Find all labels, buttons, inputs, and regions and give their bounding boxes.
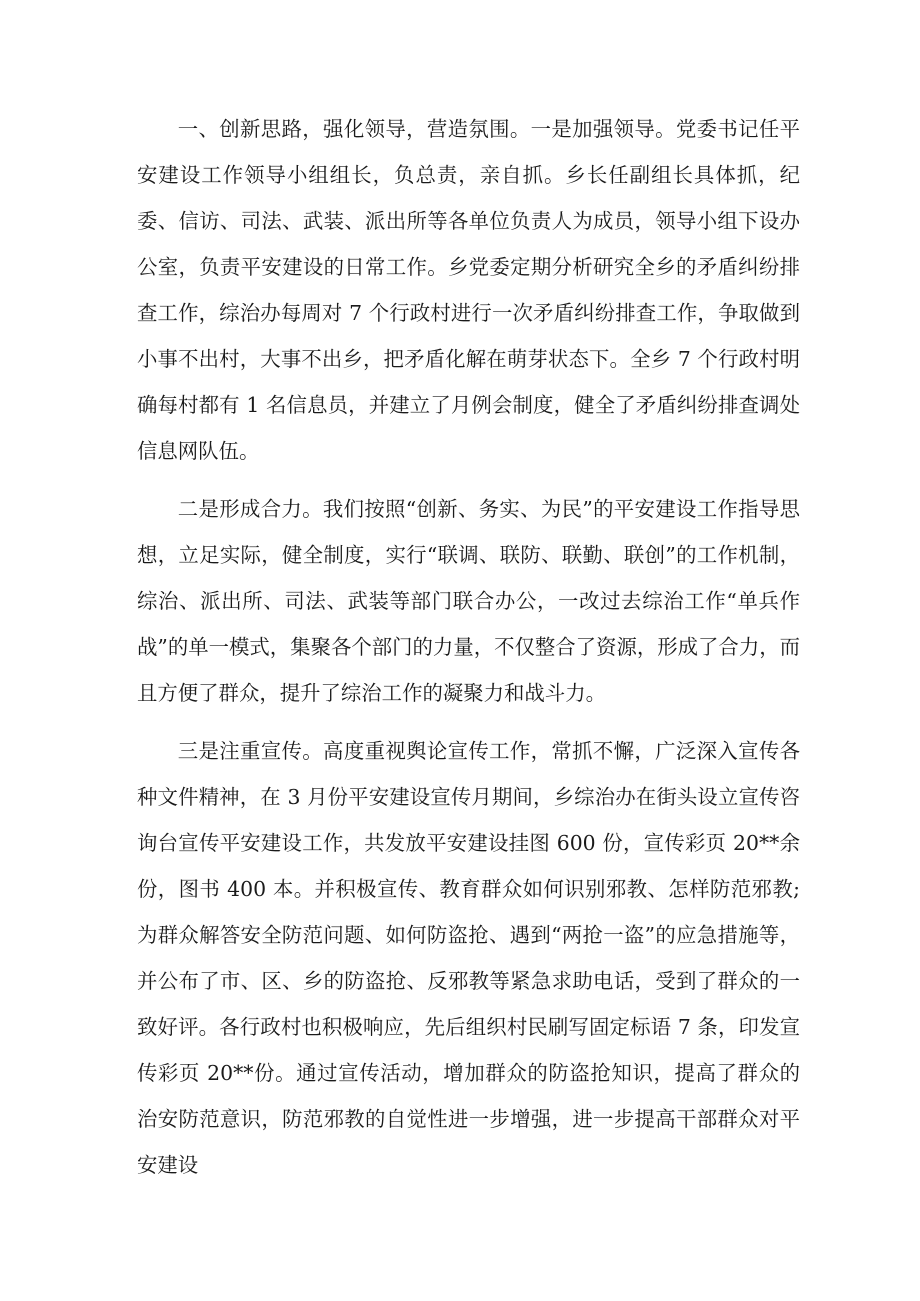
- paragraph-publicity: 三是注重宣传。高度重视舆论宣传工作，常抓不懈，广泛深入宣传各种文件精神，在 3 月份平安建设宣传月期间，乡综治办在街头设立宣传咨询台宣传平安建设工作，共发放平安建设挂图 600 份，宣传彩页 20**余份，图书 400 本。并积极宣传、教育群众如何识别邪教、怎样防范邪教;为群众解答安全防范问题、如何防盗抢、遇到“两抢一盗”的应急措施等，并公布了市、区、乡的防盗抢、反邪教等紧急求助电话，受到了群众的一致好评。各行政村也积极响应，先后组织村民刷写固定标语 7 条，印发宣传彩页 20**份。通过宣传活动，增加群众的防盗抢知识，提高了群众的治安防范意识，防范邪教的自觉性进一步增强，进一步提高干部群众对平安建设: [137, 739, 800, 1177]
- document-body: [137, 106, 800, 1200]
- paragraph-joint-force: 二是形成合力。我们按照“创新、务实、为民”的平安建设工作指导思想，立足实际，健全制度，实行“联调、联防、联勤、联创”的工作机制，综治、派出所、司法、武装等部门联合办公，一改过去综治工作“单兵作战”的单一模式，集聚各个部门的力量，不仅整合了资源，形成了合力，而且方便了群众，提升了综治工作的凝聚力和战斗力。: [137, 497, 800, 705]
- paragraph-leadership: 一、创新思路，强化领导，营造氛围。一是加强领导。党委书记任平安建设工作领导小组组长，负总责，亲自抓。乡长任副组长具体抓，纪委、信访、司法、武装、派出所等各单位负责人为成员，领导小组下设办公室，负责平安建设的日常工作。乡党委定期分析研究全乡的矛盾纠纷排查工作，综治办每周对 7 个行政村进行一次矛盾纠纷排查工作，争取做到小事不出村，大事不出乡，把矛盾化解在萌芽状态下。全乡 7 个行政村明确每村都有 1 名信息员，并建立了月例会制度，健全了矛盾纠纷排查调处信息网队伍。: [137, 117, 800, 463]
